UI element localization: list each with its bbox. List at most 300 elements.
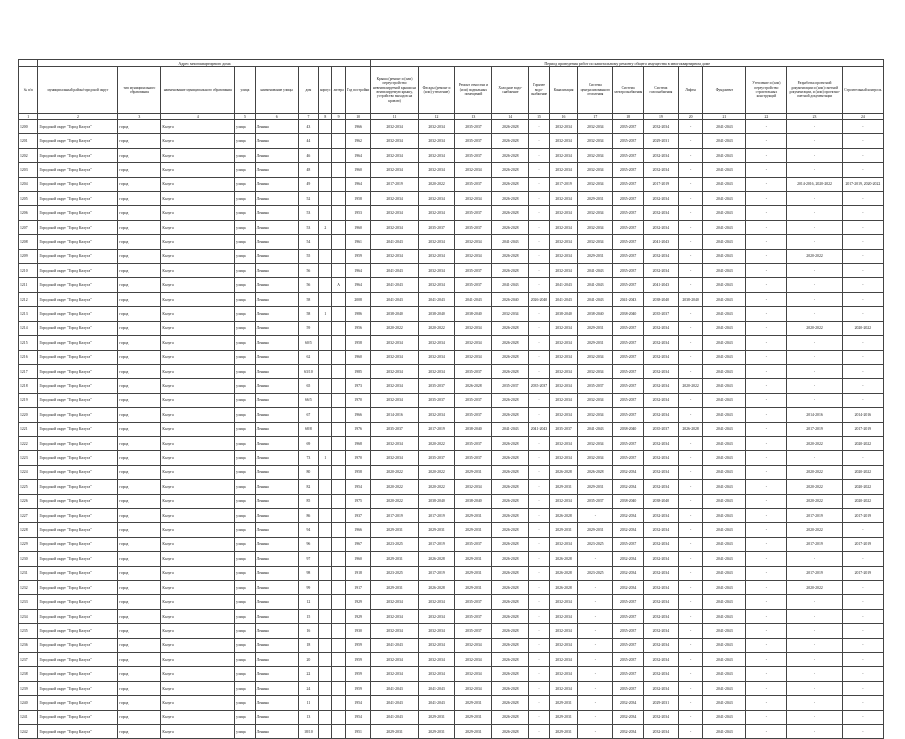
table-cell: - (746, 364, 787, 378)
table-cell: 2032-2034 (578, 148, 613, 162)
table-cell: Калуга (161, 667, 235, 681)
table-cell: 1207 (19, 220, 38, 234)
table-cell: 2035-2037 (613, 206, 644, 220)
table-cell: 2032-2034 (549, 408, 578, 422)
table-cell: - (787, 379, 842, 393)
table-cell: 2041-2043 (703, 134, 746, 148)
table-cell: 2032-2034 (549, 624, 578, 638)
table-cell: город (118, 725, 161, 739)
table-cell: 1962 (345, 134, 371, 148)
table-cell: улица (235, 292, 255, 306)
table-cell: 2020-2022 (371, 465, 418, 479)
table-cell: 2032-2034 (418, 336, 455, 350)
table-cell: - (787, 451, 842, 465)
table-cell (319, 696, 332, 710)
table-cell: 2032-2034 (643, 192, 678, 206)
table-cell: 2035-2037 (613, 624, 644, 638)
table-cell: Ленина (255, 566, 298, 580)
table-cell (332, 523, 345, 537)
table-cell: улица (235, 624, 255, 638)
table-cell: - (842, 364, 883, 378)
table-cell: 2029-2031 (455, 523, 492, 537)
table-cell: 1238 (19, 667, 38, 681)
table-cell: - (578, 696, 613, 710)
table-cell: - (678, 408, 703, 422)
table-cell (319, 206, 332, 220)
table-cell: 2032-2034 (455, 350, 492, 364)
table-cell: 60/5 (298, 336, 318, 350)
table-cell: 53 (298, 206, 318, 220)
table-cell: 1970 (345, 393, 371, 407)
table-cell: 2026-2028 (492, 220, 529, 234)
table-cell: 2032-2034 (549, 681, 578, 695)
table-cell: - (842, 307, 883, 321)
table-cell: 2026-2028 (492, 148, 529, 162)
table-cell: 2020-2022 (787, 480, 842, 494)
table-cell: 2029-2031 (455, 566, 492, 580)
table-cell: 2029-2031 (578, 523, 613, 537)
table-cell: 1227 (19, 508, 38, 522)
column-header: наименование муниципального образования (161, 67, 235, 114)
table-cell: 2041-2043 (703, 206, 746, 220)
table-cell: 2035-2037 (529, 379, 549, 393)
column-header: Ремонт отмостки и (или) подвальных помещений (455, 67, 492, 114)
table-cell: 2041-2043 (703, 465, 746, 479)
table-cell: Калуга (161, 364, 235, 378)
table-cell: город (118, 336, 161, 350)
table-cell: - (746, 120, 787, 134)
table-cell (332, 552, 345, 566)
table-cell: Городской округ "Город Калуга" (38, 393, 118, 407)
table-cell: 2041-2043 (578, 278, 613, 292)
table-cell: 2038-2040 (455, 422, 492, 436)
table-cell: 2032-2034 (578, 206, 613, 220)
table-cell: 1225 (19, 480, 38, 494)
table-cell: 2020-2022 (678, 379, 703, 393)
table-cell: Калуга (161, 451, 235, 465)
table-cell: 2041-2043 (492, 278, 529, 292)
table-cell (332, 422, 345, 436)
table-cell (319, 120, 332, 134)
table-row (19, 609, 884, 623)
table-cell: 2032-2034 (371, 192, 418, 206)
table-cell: 2026-2028 (492, 177, 529, 191)
table-cell: Ленина (255, 552, 298, 566)
table-cell: - (842, 278, 883, 292)
table-cell: 2035-2037 (613, 653, 644, 667)
table-cell: 1230 (19, 552, 38, 566)
table-cell: Ленина (255, 264, 298, 278)
table-cell: 1218 (19, 379, 38, 393)
table-cell: - (746, 581, 787, 595)
table-cell: - (746, 408, 787, 422)
table-cell: 2017-2019 (418, 537, 455, 551)
table-cell: улица (235, 278, 255, 292)
table-cell: - (678, 667, 703, 681)
table-cell: улица (235, 681, 255, 695)
table-cell: улица (235, 393, 255, 407)
table-cell: 2032-2034 (455, 480, 492, 494)
table-cell: - (529, 307, 549, 321)
table-cell (332, 508, 345, 522)
table-cell: 2020-2022 (418, 480, 455, 494)
table-cell: - (678, 595, 703, 609)
table-cell: - (787, 393, 842, 407)
table-cell: Городской округ "Город Калуга" (38, 710, 118, 724)
table-cell: 2038-2040 (418, 307, 455, 321)
table-cell: Городской округ "Город Калуга" (38, 307, 118, 321)
table-cell: 2041-2043 (703, 163, 746, 177)
table-cell: 2041-2043 (703, 566, 746, 580)
table-cell: 1228 (19, 523, 38, 537)
table-cell: Калуга (161, 508, 235, 522)
table-cell: Калуга (161, 321, 235, 335)
table-cell: 2032-2034 (418, 364, 455, 378)
table-cell: - (678, 465, 703, 479)
table-cell (319, 581, 332, 595)
table-cell: 1204 (19, 177, 38, 191)
table-cell: - (842, 350, 883, 364)
table-cell: Калуга (161, 552, 235, 566)
table-cell: 1960 (345, 163, 371, 177)
table-cell: Калуга (161, 393, 235, 407)
table-cell (319, 537, 332, 551)
table-cell: 2041-2043 (371, 235, 418, 249)
table-cell: - (746, 350, 787, 364)
table-cell: 2035-2037 (371, 422, 418, 436)
table-cell: - (787, 552, 842, 566)
table-cell: - (746, 494, 787, 508)
table-cell: 1966 (345, 523, 371, 537)
table-cell: 2041-2043 (643, 278, 678, 292)
table-cell: город (118, 379, 161, 393)
table-cell: Городской округ "Город Калуга" (38, 408, 118, 422)
table-cell: 2020-2022 (787, 321, 842, 335)
table-cell: 1954 (345, 710, 371, 724)
table-cell: - (842, 523, 883, 537)
table-cell: 58 (298, 292, 318, 306)
table-cell: улица (235, 422, 255, 436)
table-row (19, 436, 884, 450)
table-cell (319, 465, 332, 479)
table-cell: - (529, 552, 549, 566)
table-cell: 1976 (345, 422, 371, 436)
table-row (19, 278, 884, 292)
table-cell: город (118, 494, 161, 508)
column-number: 8 (319, 114, 332, 120)
table-cell (319, 422, 332, 436)
table-cell: город (118, 350, 161, 364)
table-cell: 2026-2028 (492, 494, 529, 508)
table-cell: 2035-2037 (613, 264, 644, 278)
table-cell: - (578, 681, 613, 695)
table-cell: 2020-2022 (418, 177, 455, 191)
table-cell (332, 725, 345, 739)
table-cell: 2026-2028 (549, 566, 578, 580)
table-cell: 1975 (345, 494, 371, 508)
table-cell (332, 364, 345, 378)
table-cell: 2035-2037 (418, 451, 455, 465)
table-cell: 2020-2022 (787, 436, 842, 450)
table-cell: Калуга (161, 494, 235, 508)
table-cell: 2032-2034 (613, 710, 644, 724)
table-cell: Калуга (161, 725, 235, 739)
table-cell: 2032-2034 (549, 321, 578, 335)
table-cell: 2032-2034 (371, 220, 418, 234)
table-cell: 16 (298, 624, 318, 638)
table-cell: - (678, 393, 703, 407)
table-cell: 2026-2028 (492, 436, 529, 450)
table-cell: 1951 (345, 725, 371, 739)
table-cell: - (746, 725, 787, 739)
table-cell: - (678, 163, 703, 177)
table-row (19, 148, 884, 162)
table-cell: 2029-2031 (371, 725, 418, 739)
table-cell: - (678, 134, 703, 148)
table-cell: 2038-2040 (371, 307, 418, 321)
table-cell: город (118, 393, 161, 407)
table-cell: улица (235, 537, 255, 551)
table-cell: 2032-2034 (643, 609, 678, 623)
table-cell: 2032-2034 (549, 653, 578, 667)
table-cell: 2032-2034 (643, 220, 678, 234)
table-cell (319, 364, 332, 378)
table-cell: 85 (298, 494, 318, 508)
table-cell: 2032-2034 (418, 653, 455, 667)
table-cell: 2041-2043 (703, 307, 746, 321)
table-cell: 1206 (19, 206, 38, 220)
table-cell: улица (235, 321, 255, 335)
table-cell: 2035-2037 (455, 595, 492, 609)
table-cell: Ленина (255, 379, 298, 393)
table-cell: - (529, 436, 549, 450)
table-cell: 2020-2022 (787, 523, 842, 537)
table-cell: Городской округ "Город Калуга" (38, 638, 118, 652)
table-cell: Городской округ "Город Калуга" (38, 696, 118, 710)
table-cell: - (529, 696, 549, 710)
table-cell: улица (235, 307, 255, 321)
table-cell: 2029-2031 (549, 696, 578, 710)
table-cell: 2029-2031 (371, 581, 418, 595)
table-cell: 2026-2028 (549, 465, 578, 479)
table-cell: - (529, 681, 549, 695)
table-cell: 2020-2022 (371, 494, 418, 508)
table-cell: 1232 (19, 581, 38, 595)
table-cell: 2041-2043 (492, 422, 529, 436)
table-cell: - (529, 595, 549, 609)
table-cell (319, 134, 332, 148)
table-cell: - (678, 436, 703, 450)
table-cell: Городской округ "Город Калуга" (38, 523, 118, 537)
table-cell: 43 (298, 120, 318, 134)
table-cell: 2032-2034 (549, 537, 578, 551)
table-cell: Калуга (161, 408, 235, 422)
table-cell: - (842, 552, 883, 566)
table-cell: Ленина (255, 235, 298, 249)
table-cell: 2041-2043 (703, 220, 746, 234)
table-cell: 53 (298, 220, 318, 234)
table-cell: Калуга (161, 249, 235, 263)
table-cell: 1967 (345, 537, 371, 551)
column-header: Крыша (ремонт и (или) переустройство невентилируемой крыши на вентилируемую крышу, устройство выходов на кровлю) (371, 67, 418, 114)
table-cell: 2026-2028 (492, 480, 529, 494)
table-cell: - (529, 278, 549, 292)
table-cell: город (118, 624, 161, 638)
table-cell: 2035-2037 (549, 422, 578, 436)
table-cell: улица (235, 508, 255, 522)
table-cell: Ленина (255, 710, 298, 724)
table-cell: 2032-2034 (455, 192, 492, 206)
table-cell: улица (235, 177, 255, 191)
table-cell: 2026-2028 (492, 725, 529, 739)
table-cell: 2032-2034 (613, 480, 644, 494)
table-cell: 98 (298, 566, 318, 580)
table-cell: 2032-2034 (643, 710, 678, 724)
table-cell: 2026-2028 (492, 624, 529, 638)
table-cell: 1231 (19, 566, 38, 580)
table-cell: город (118, 206, 161, 220)
table-cell: - (678, 624, 703, 638)
table-row (19, 336, 884, 350)
table-cell: Ленина (255, 436, 298, 450)
table-cell: - (678, 206, 703, 220)
table-cell: Калуга (161, 350, 235, 364)
table-cell: Калуга (161, 336, 235, 350)
table-cell: 2026-2028 (492, 321, 529, 335)
table-cell: Ленина (255, 508, 298, 522)
table-cell: Ленина (255, 134, 298, 148)
table-cell: 2032-2034 (578, 350, 613, 364)
table-cell: - (678, 307, 703, 321)
table-cell: 68/8 (298, 422, 318, 436)
table-cell: 2035-2037 (455, 537, 492, 551)
table-cell: - (678, 192, 703, 206)
table-cell: Калуга (161, 264, 235, 278)
table-cell (332, 537, 345, 551)
table-cell: город (118, 364, 161, 378)
table-cell: 1937 (345, 508, 371, 522)
table-cell: Калуга (161, 148, 235, 162)
table-cell: - (678, 177, 703, 191)
table-cell: Городской округ "Город Калуга" (38, 148, 118, 162)
table-cell: Ленина (255, 480, 298, 494)
table-cell: - (529, 364, 549, 378)
table-cell (332, 494, 345, 508)
table-cell: 2029-2031 (549, 710, 578, 724)
table-cell: 2020-2022 (418, 465, 455, 479)
table-cell: 18/10 (298, 725, 318, 739)
table-cell: 2032-2034 (578, 134, 613, 148)
table-cell: - (529, 336, 549, 350)
table-cell: - (746, 177, 787, 191)
table-cell: 2026-2028 (492, 537, 529, 551)
column-number: 6 (255, 114, 298, 120)
table-cell: - (678, 480, 703, 494)
table-cell: - (842, 667, 883, 681)
column-number: 5 (235, 114, 255, 120)
table-cell: 2032-2034 (578, 220, 613, 234)
table-cell: - (678, 364, 703, 378)
table-cell: 2032-2034 (643, 581, 678, 595)
table-cell: 2035-2037 (643, 307, 678, 321)
column-number: 21 (703, 114, 746, 120)
table-cell: 2026-2028 (578, 465, 613, 479)
table-cell: - (787, 278, 842, 292)
table-cell: Городской округ "Город Калуга" (38, 537, 118, 551)
table-cell: 2032-2034 (549, 436, 578, 450)
table-cell: 2035-2037 (613, 278, 644, 292)
table-cell: - (578, 624, 613, 638)
table-cell: - (529, 177, 549, 191)
table-cell: 2023-2025 (578, 537, 613, 551)
table-cell: 1208 (19, 235, 38, 249)
table-cell: 2032-2034 (455, 667, 492, 681)
table-cell: 2041-2043 (703, 581, 746, 595)
table-cell: - (746, 595, 787, 609)
table-cell: 1958 (345, 336, 371, 350)
table-cell (319, 436, 332, 450)
table-row (19, 264, 884, 278)
table-cell: город (118, 667, 161, 681)
table-row (19, 552, 884, 566)
table-cell: 1985 (345, 364, 371, 378)
table-cell: 2017-2019 (418, 422, 455, 436)
table-cell: - (678, 710, 703, 724)
table-cell: 2032-2034 (613, 508, 644, 522)
table-cell: 1961 (345, 235, 371, 249)
table-cell: 1200 (19, 120, 38, 134)
table-cell: 2026-2028 (492, 566, 529, 580)
table-cell: 2032-2034 (578, 163, 613, 177)
table-cell: 2032-2034 (371, 148, 418, 162)
table-cell: улица (235, 609, 255, 623)
table-cell: - (842, 120, 883, 134)
table-cell: 2035-2037 (613, 134, 644, 148)
table-cell: - (787, 609, 842, 623)
table-cell: 11 (298, 696, 318, 710)
table-cell: 2026-2028 (492, 451, 529, 465)
table-cell: 2032-2034 (418, 264, 455, 278)
table-cell: 2032-2034 (371, 379, 418, 393)
period-group-header: Период проведения работ по капитальному ремонту общего имущества в многоквартирном доме (371, 60, 884, 67)
table-cell: 2032-2034 (371, 624, 418, 638)
table-cell: - (578, 653, 613, 667)
column-header: Фасады (ремонт и (или) утепление) (418, 67, 455, 114)
table-cell: - (787, 725, 842, 739)
table-cell: 2041-2043 (703, 494, 746, 508)
table-cell: 2035-2037 (455, 148, 492, 162)
table-cell: 2032-2034 (613, 523, 644, 537)
table-row (19, 508, 884, 522)
table-cell: - (578, 710, 613, 724)
table-cell: город (118, 134, 161, 148)
table-cell: - (787, 653, 842, 667)
table-cell: 44 (298, 134, 318, 148)
table-cell: - (787, 696, 842, 710)
table-cell: 1964 (345, 278, 371, 292)
table-cell: - (746, 566, 787, 580)
table-cell: город (118, 321, 161, 335)
table-cell: 18 (298, 638, 318, 652)
table-cell: - (842, 220, 883, 234)
table-cell: 2032-2034 (643, 321, 678, 335)
table-cell: 2032-2034 (549, 120, 578, 134)
header-group-row (19, 60, 884, 67)
column-header: улица (235, 67, 255, 114)
table-cell: 2029-2031 (455, 710, 492, 724)
table-cell: - (746, 508, 787, 522)
table-cell: 2032-2034 (371, 609, 418, 623)
